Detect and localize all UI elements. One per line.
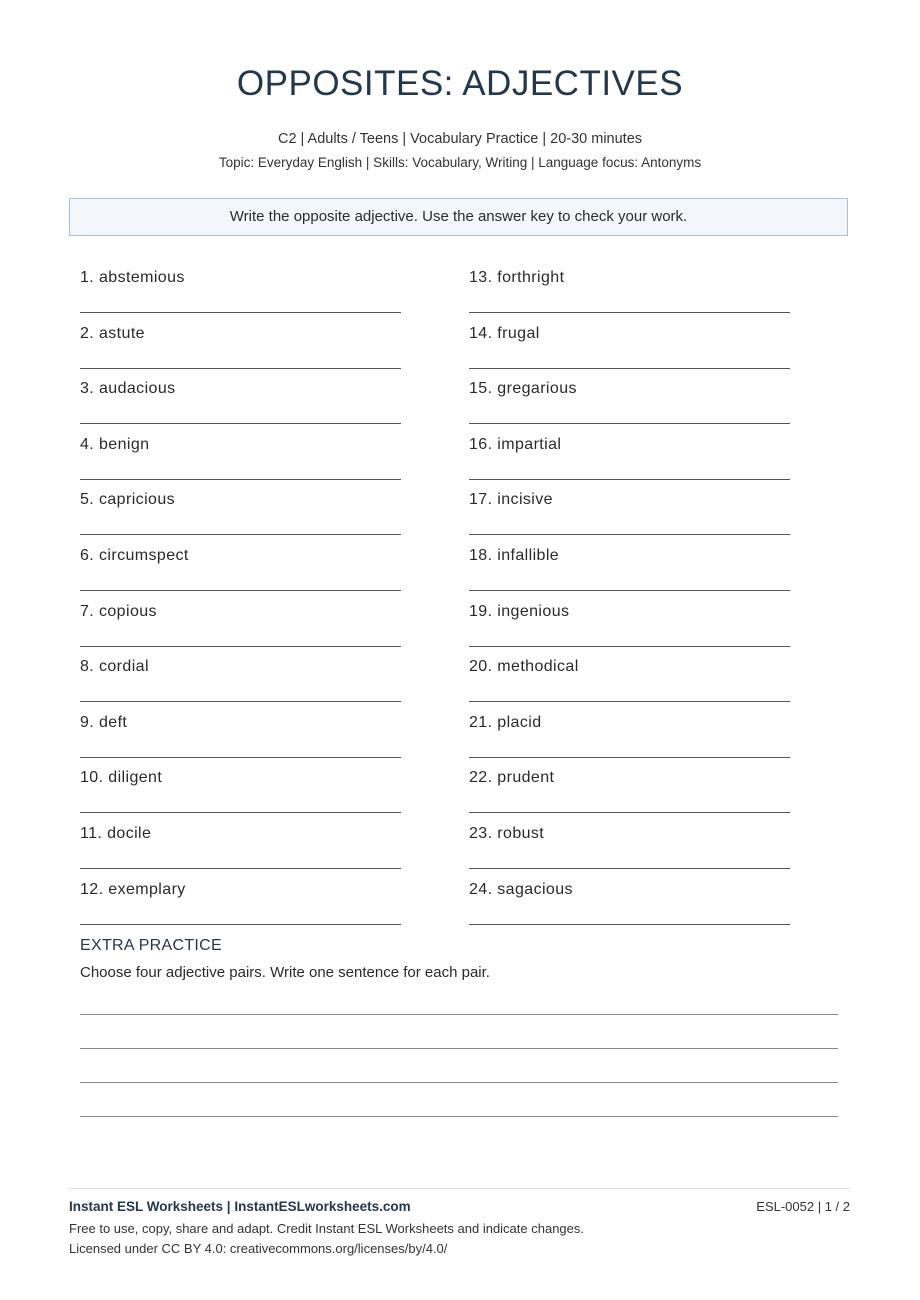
extra-practice-title: EXTRA PRACTICE: [80, 937, 223, 954]
vocab-item: [469, 862, 791, 918]
vocab-item: [80, 695, 402, 751]
vocab-item: [469, 528, 791, 584]
vocab-item-label: 23. robust: [469, 824, 545, 842]
vocab-item: [469, 361, 791, 417]
vocab-item: [80, 361, 402, 417]
vocab-item: [80, 750, 402, 806]
vocab-item: [80, 472, 402, 528]
vocab-item-label: 1. abstemious: [80, 269, 185, 286]
vocab-item-label: 22. prudent: [469, 769, 555, 787]
vocab-item-label: 9. deft: [80, 713, 128, 731]
vocab-item-label: 15. gregarious: [469, 380, 577, 398]
sentence-writing-line[interactable]: [80, 1014, 838, 1015]
items-column-right: [469, 250, 791, 917]
sentence-writing-line[interactable]: [80, 1048, 838, 1049]
extra-practice-instruction: Choose four adjective pairs. Write one sentence for each pair.: [80, 964, 490, 981]
vocab-item: [80, 584, 402, 640]
vocab-item-label: 14. frugal: [469, 324, 540, 342]
vocab-item-label: 4. benign: [80, 435, 150, 453]
worksheet-title: OPPOSITES: ADJECTIVES: [236, 64, 684, 103]
vocab-item-label: 13. forthright: [469, 269, 565, 286]
vocab-item: [80, 806, 402, 862]
footer-license-cc: Licensed under CC BY 4.0: creativecommons.org/licenses/by/4.0/: [69, 1241, 448, 1256]
vocab-item-label: 2. astute: [80, 324, 145, 342]
footer-page-code: ESL-0052 | 1 / 2: [756, 1199, 850, 1214]
answer-line[interactable]: [80, 924, 401, 925]
vocab-item-label: 12. exemplary: [80, 880, 186, 898]
vocab-item-label: 5. capricious: [80, 491, 176, 509]
vocab-item-label: 11. docile: [80, 824, 152, 842]
items-column-left: [80, 250, 402, 917]
vocab-item: [80, 417, 402, 473]
vocab-item-label: 20. methodical: [469, 658, 579, 676]
instruction-box: [69, 198, 848, 236]
vocab-item-label: 18. infallible: [469, 546, 560, 564]
vocab-item: [80, 306, 402, 362]
footer-brand: Instant ESL Worksheets | InstantESLworksheets.com: [69, 1199, 411, 1214]
worksheet-meta-topic: Topic: Everyday English | Skills: Vocabulary, Writing | Language focus: Antonyms: [218, 155, 702, 170]
vocab-item: [80, 639, 402, 695]
vocab-item: [469, 639, 791, 695]
answer-line[interactable]: [469, 924, 790, 925]
vocab-item-label: 17. incisive: [469, 491, 553, 509]
vocab-item: [469, 695, 791, 751]
vocab-item-label: 21. placid: [469, 713, 542, 731]
vocab-item-label: 8. cordial: [80, 658, 149, 676]
vocab-item-label: 7. copious: [80, 602, 157, 620]
vocab-item-label: 6. circumspect: [80, 546, 189, 564]
vocab-item: [469, 750, 791, 806]
vocab-item-label: 16. impartial: [469, 435, 562, 453]
sentence-writing-line[interactable]: [80, 1116, 838, 1117]
footer-divider: [69, 1188, 850, 1189]
vocab-item: [469, 417, 791, 473]
vocab-item: [469, 584, 791, 640]
vocab-item: [80, 862, 402, 918]
worksheet-meta-level: C2 | Adults / Teens | Vocabulary Practice | 20-30 minutes: [277, 131, 643, 147]
vocab-item-label: 10. diligent: [80, 769, 163, 787]
sentence-writing-line[interactable]: [80, 1082, 838, 1083]
vocab-item: [80, 250, 402, 306]
vocab-item: [469, 306, 791, 362]
vocab-item-label: 24. sagacious: [469, 880, 573, 898]
vocab-item-label: 19. ingenious: [469, 602, 570, 620]
footer-license-usage: Free to use, copy, share and adapt. Credit Instant ESL Worksheets and indicate changes.: [69, 1221, 585, 1236]
vocab-item: [469, 250, 791, 306]
vocab-item-label: 3. audacious: [80, 380, 176, 398]
instruction-text: Write the opposite adjective. Use the answer key to check your work.: [229, 208, 688, 225]
vocab-item: [469, 806, 791, 862]
vocab-item: [469, 472, 791, 528]
vocab-item: [80, 528, 402, 584]
